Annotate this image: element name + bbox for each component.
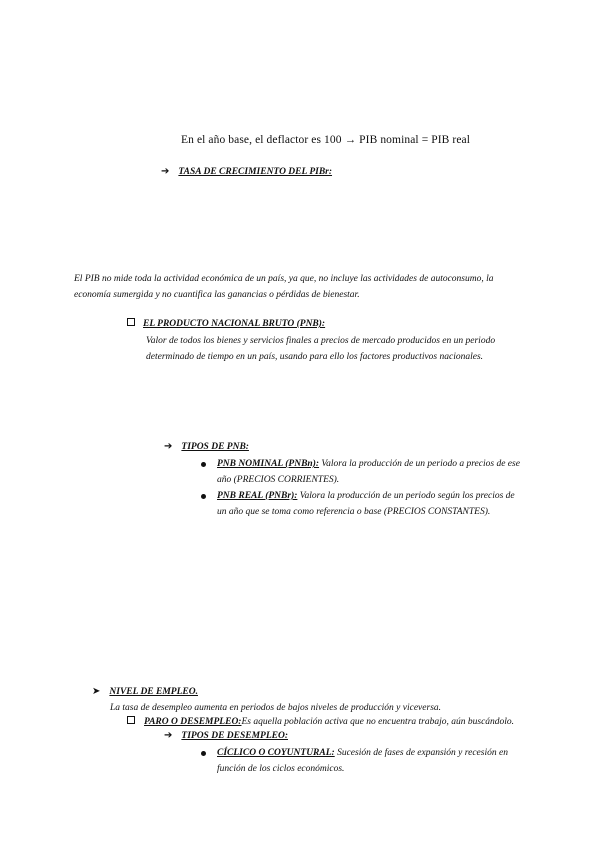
tipos-desempleo-heading-row (164, 730, 288, 741)
pnb-heading: EL PRODUCTO NACIONAL BRUTO (PNB): (143, 319, 326, 329)
arrow-bullet-icon: ➔ (161, 166, 170, 177)
pnb-nominal-text: Valora la producción de un periodo a precios de ese (319, 459, 520, 469)
empleo-heading: NIVEL DE EMPLEO. (109, 687, 198, 697)
pnb-real-item (201, 488, 541, 520)
pnb-real-text: Valora la producción de un periodo según los precios de (297, 491, 515, 501)
paro-text: Es aquella población activa que no encuentra trabajo, aún buscándolo. (241, 717, 515, 727)
pnb-nominal-text-line2: año (PRECIOS CORRIENTES). (217, 475, 340, 485)
pnb-heading-row (127, 318, 325, 329)
pnb-real-text-line2: un año que se toma como referencia o base (PRECIOS CONSTANTES). (217, 507, 491, 517)
ciclico-text-line2: función de los ciclos económicos. (217, 764, 345, 774)
empleo-text: La tasa de desempleo aumenta en periodos de bajos niveles de producción y viceversa. (110, 703, 442, 713)
pib-note (74, 271, 574, 303)
checkbox-bullet-icon (127, 318, 135, 326)
pnb-definition-line1: Valor de todos los bienes y servicios finales a precios de mercado producidos en un periodo (146, 336, 496, 346)
pnb-definition-line2: determinado de tiempo en un país, usando para ello los factores productivos nacionales. (146, 352, 484, 362)
bullet-dot-icon (201, 751, 206, 756)
bullet-dot-icon (201, 494, 206, 499)
pnb-definition (146, 333, 566, 365)
tasa-heading-row (161, 166, 332, 177)
tipos-pnb-heading-row (164, 441, 249, 452)
pnb-real-term: PNB REAL (PNBr): (217, 491, 298, 501)
paro-term: PARO O DESEMPLEO: (144, 717, 242, 727)
pib-note-line1: El PIB no mide toda la actividad económica de un país, ya que, no incluye las actividades de autoconsumo, la (74, 274, 494, 284)
arrow-bullet-icon: ➔ (164, 730, 173, 741)
empleo-heading-row (92, 686, 198, 697)
pnb-nominal-item (201, 456, 541, 488)
pnb-nominal-term: PNB NOMINAL (PNBn): (217, 459, 320, 469)
pib-note-line2: economía sumergida y no cuantifica las ganancias o pérdidas de bienestar. (74, 290, 360, 300)
checkbox-bullet-icon (127, 716, 135, 724)
deflator-statement: En el año base, el deflactor es 100 → PIB nominal = PIB real (181, 134, 471, 146)
ciclico-item (201, 745, 541, 777)
paro-row (127, 714, 514, 730)
arrowhead-bullet-icon: ➤ (92, 686, 101, 697)
bullet-dot-icon (201, 462, 206, 467)
arrow-bullet-icon: ➔ (164, 441, 173, 452)
ciclico-text: Sucesión de fases de expansión y recesión en (334, 748, 508, 758)
ciclico-term: CÍCLICO O COYUNTURAL: (217, 748, 335, 758)
tipos-pnb-heading: TIPOS DE PNB: (181, 442, 249, 452)
tasa-heading: TASA DE CRECIMIENTO DEL PIBr: (178, 167, 333, 177)
tipos-desempleo-heading: TIPOS DE DESEMPLEO: (181, 731, 289, 741)
